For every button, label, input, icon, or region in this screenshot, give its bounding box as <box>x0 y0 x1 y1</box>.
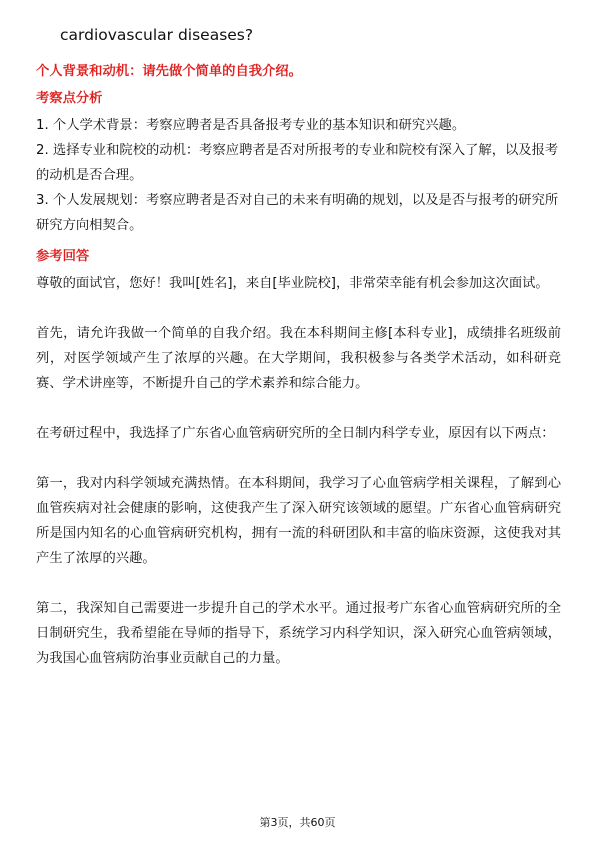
content-body <box>36 62 561 671</box>
answer-body <box>36 271 561 671</box>
analysis-list <box>36 113 561 238</box>
page-number: 第3页，共60页 <box>259 816 336 829</box>
answer-heading: 参考回答 <box>36 249 90 264</box>
analysis-heading: 考察点分析 <box>36 91 103 106</box>
answer-paragraph: 第二，我深知自己需要进一步提升自己的学术水平。通过报考广东省心血管病研究所的全日制研究生，我希望能在导师的指导下，系统学习内科学知识，深入研究心血管病领域，为我国心血管病防治事业贡献自己的力量。 <box>36 601 561 666</box>
answer-paragraph: 第一，我对内科学领域充满热情。在本科期间，我学习了心血管病学相关课程，了解到心血管疾病对社会健康的影响，这使我产生了深入研究该领域的愿望。广东省心血管病研究所是国内知名的心血管病研究机构，拥有一流的科研团队和丰富的临床资源，这使我对其产生了浓厚的兴趣。 <box>36 476 561 566</box>
answer-paragraph: 首先，请允许我做一个简单的自我介绍。我在本科期间主修[本科专业]，成绩排名班级前列，对医学领域产生了浓厚的兴趣。在大学期间，我积极参与各类学术活动，如科研竞赛、学术讲座等，不断提升自己的学术素养和综合能力。 <box>36 326 561 391</box>
answer-paragraph: 在考研过程中，我选择了广东省心血管病研究所的全日制内科学专业，原因有以下两点： <box>36 426 555 441</box>
answer-paragraph: 尊敬的面试官，您好！我叫[姓名]，来自[毕业院校]，非常荣幸能有机会参加这次面试。 <box>36 276 549 291</box>
continuation-text: cardiovascular diseases? <box>60 26 254 44</box>
analysis-item: 1. 个人学术背景：考察应聘者是否具备报考专业的基本知识和研究兴趣。 <box>36 118 466 133</box>
question-title: 个人背景和动机：请先做个简单的自我介绍。 <box>36 64 302 79</box>
analysis-item: 3. 个人发展规划：考察应聘者是否对自己的未来有明确的规划，以及是否与报考的研究所研究方向相契合。 <box>36 193 559 233</box>
analysis-item: 2. 选择专业和院校的动机：考察应聘者是否对所报考的专业和院校有深入了解，以及报考的动机是否合理。 <box>36 143 559 183</box>
